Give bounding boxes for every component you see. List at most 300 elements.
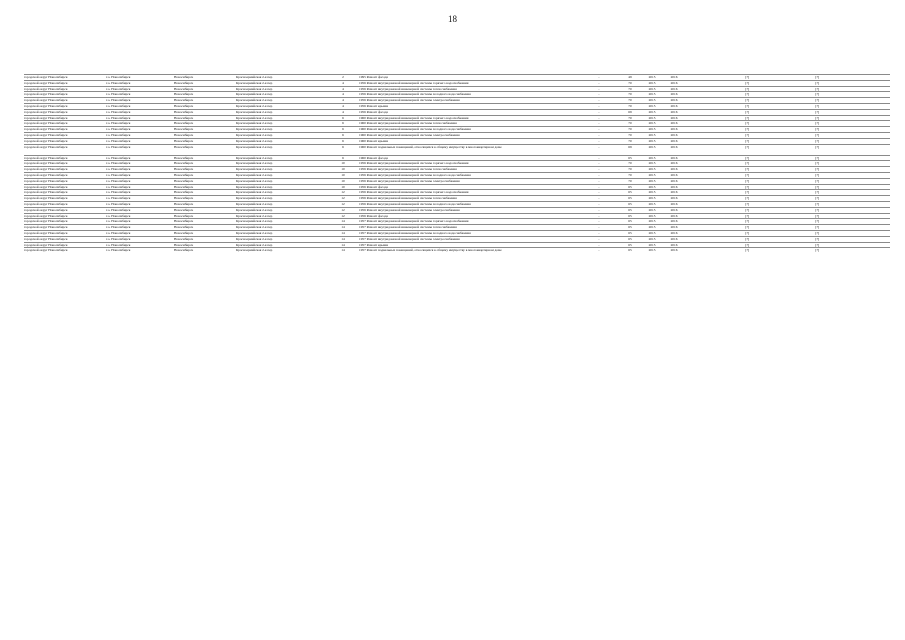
wear-percent-cell: 70 (628, 138, 632, 143)
street-cell: Красноармейская 2-я пер (236, 178, 273, 183)
wear-percent-cell: 65 (628, 196, 632, 201)
municipality-cell: городской округ Новосибирск (24, 109, 68, 114)
house-number-cell: 14 (341, 248, 345, 253)
year-end-cell: 2016 (670, 80, 678, 85)
municipality-cell: городской округ Новосибирск (24, 161, 68, 166)
year-start-cell: 2015 (648, 127, 656, 132)
municipality-cell: городской округ Новосибирск (24, 127, 68, 132)
street-cell: Красноармейская 2-я пер (236, 92, 273, 97)
street-cell: Красноармейская 2-я пер (236, 127, 273, 132)
year-start-cell: 2015 (648, 75, 656, 79)
municipality-cell: городской округ Новосибирск (24, 144, 68, 149)
year-start-cell: 2015 (648, 144, 656, 149)
district-cell: г.о. Новосибирск (106, 80, 131, 85)
district-cell: г.о. Новосибирск (106, 184, 131, 189)
year-start-cell: 2015 (648, 225, 656, 230)
house-number-cell: 6 (342, 115, 344, 120)
cost-cell: [?] (745, 86, 749, 91)
wear-percent-cell: 70 (628, 133, 632, 137)
year-end-cell: 2016 (670, 242, 678, 247)
year-start-cell: 2015 (648, 98, 656, 103)
cost-total-cell: [?] (815, 109, 819, 114)
cost-total-cell: [?] (815, 178, 819, 183)
work-type-cell: 1960 Ремонт подвальных помещений, относящихся к общему имуществу в многоквартирном доме (359, 144, 502, 149)
street-cell: Красноармейская 2-я пер (236, 80, 273, 85)
year-end-cell: 2016 (670, 121, 678, 126)
house-number-cell: 4 (342, 109, 344, 114)
cost-total-cell: [?] (815, 184, 819, 189)
house-number-cell: 14 (341, 219, 345, 224)
wear-percent-cell: 70 (628, 80, 632, 85)
street-cell: Красноармейская 2-я пер (236, 115, 273, 120)
wear-percent-cell: 69 (628, 144, 632, 149)
settlement-cell: Новосибирск (174, 92, 194, 97)
house-number-cell: 6 (342, 127, 344, 132)
year-start-cell: 2015 (648, 138, 656, 143)
district-cell: г.о. Новосибирск (106, 236, 131, 241)
street-cell: Красноармейская 2-я пер (236, 104, 273, 108)
wear-percent-cell: 65 (628, 236, 632, 241)
settlement-cell: Новосибирск (174, 184, 194, 189)
wear-percent-cell: 69 (628, 109, 632, 114)
work-type-cell: 1957 Ремонт внутридомовой инженерной системы холодного водоснабжения (359, 231, 471, 235)
municipality-cell: городской округ Новосибирск (24, 80, 68, 85)
year-end-cell: 2016 (670, 202, 678, 206)
house-number-cell: 12 (341, 190, 345, 195)
district-cell: г.о. Новосибирск (106, 225, 131, 230)
house-number-cell: 2 (342, 75, 344, 79)
year-end-cell: 2016 (670, 207, 678, 212)
work-type-cell: 1956 Ремонт внутридомовой инженерной системы электроснабжения (359, 178, 460, 183)
cost-total-cell: [?] (815, 155, 819, 160)
cost-cell: [?] (745, 121, 749, 126)
settlement-cell: Новосибирск (174, 213, 194, 218)
settlement-cell: Новосибирск (174, 202, 194, 206)
year-start-cell: 2015 (648, 115, 656, 120)
wear-percent-cell: 65 (628, 248, 632, 253)
cost-cell: [?] (745, 184, 749, 189)
work-type-cell: 1960 Ремонт внутридомовой инженерной системы электроснабжения (359, 133, 460, 137)
note-cell: - (598, 207, 600, 212)
work-type-cell: 1960 Ремонт внутридомовой инженерной системы холодного водоснабжения (359, 127, 471, 132)
district-cell: г.о. Новосибирск (106, 98, 131, 103)
house-number-cell: 4 (342, 104, 344, 108)
settlement-cell: Новосибирск (174, 190, 194, 195)
year-start-cell: 2015 (648, 178, 656, 183)
year-start-cell: 2015 (648, 219, 656, 224)
settlement-cell: Новосибирск (174, 155, 194, 160)
municipality-cell: городской округ Новосибирск (24, 213, 68, 218)
year-end-cell: 2016 (670, 86, 678, 91)
note-cell: - (598, 109, 600, 114)
house-number-cell: 4 (342, 80, 344, 85)
cost-total-cell: [?] (815, 144, 819, 149)
cost-cell: [?] (745, 225, 749, 230)
year-start-cell: 2015 (648, 213, 656, 218)
cost-cell: [?] (745, 236, 749, 241)
year-start-cell: 2015 (648, 231, 656, 235)
year-end-cell: 2016 (670, 161, 678, 166)
year-end-cell: 2016 (670, 236, 678, 241)
street-cell: Красноармейская 2-я пер (236, 75, 273, 79)
year-end-cell: 2016 (670, 109, 678, 114)
wear-percent-cell: 70 (628, 173, 632, 177)
street-cell: Красноармейская 2-я пер (236, 225, 273, 230)
year-start-cell: 2015 (648, 202, 656, 206)
cost-cell: [?] (745, 115, 749, 120)
year-end-cell: 2016 (670, 231, 678, 235)
note-cell: - (598, 104, 600, 108)
note-cell: - (598, 80, 600, 85)
work-type-cell: 1956 Ремонт внутридомовой инженерной системы теплоснабжения (359, 196, 457, 201)
settlement-cell: Новосибирск (174, 104, 194, 108)
settlement-cell: Новосибирск (174, 144, 194, 149)
work-type-cell: 1957 Ремонт внутридомовой инженерной системы электроснабжения (359, 236, 460, 241)
district-cell: г.о. Новосибирск (106, 242, 131, 247)
settlement-cell: Новосибирск (174, 207, 194, 212)
district-cell: г.о. Новосибирск (106, 231, 131, 235)
year-end-cell: 2016 (670, 92, 678, 97)
cost-total-cell: [?] (815, 86, 819, 91)
cost-cell: [?] (745, 92, 749, 97)
cost-total-cell: [?] (815, 138, 819, 143)
district-cell: г.о. Новосибирск (106, 196, 131, 201)
cost-cell: [?] (745, 173, 749, 177)
table-row (24, 247, 890, 258)
work-type-cell: 1995 Ремонт фасада (359, 75, 388, 79)
municipality-cell: городской округ Новосибирск (24, 173, 68, 177)
wear-percent-cell: 65 (628, 190, 632, 195)
year-end-cell: 2016 (670, 225, 678, 230)
street-cell: Красноармейская 2-я пер (236, 207, 273, 212)
year-end-cell: 2016 (670, 213, 678, 218)
year-end-cell: 2016 (670, 133, 678, 137)
district-cell: г.о. Новосибирск (106, 121, 131, 126)
cost-total-cell: [?] (815, 219, 819, 224)
district-cell: г.о. Новосибирск (106, 86, 131, 91)
cost-total-cell: [?] (815, 190, 819, 195)
wear-percent-cell: 70 (628, 167, 632, 172)
cost-total-cell: [?] (815, 248, 819, 253)
house-number-cell: 14 (341, 231, 345, 235)
street-cell: Красноармейская 2-я пер (236, 155, 273, 160)
cost-cell: [?] (745, 109, 749, 114)
cost-cell: [?] (745, 219, 749, 224)
district-cell: г.о. Новосибирск (106, 144, 131, 149)
cost-cell: [?] (745, 167, 749, 172)
cost-total-cell: [?] (815, 173, 819, 177)
year-end-cell: 2016 (670, 178, 678, 183)
district-cell: г.о. Новосибирск (106, 138, 131, 143)
work-type-cell: 1956 Ремонт внутридомовой инженерной системы теплоснабжения (359, 86, 457, 91)
cost-cell: [?] (745, 98, 749, 103)
note-cell: - (598, 86, 600, 91)
year-start-cell: 2015 (648, 190, 656, 195)
note-cell: - (598, 161, 600, 166)
municipality-cell: городской округ Новосибирск (24, 133, 68, 137)
street-cell: Красноармейская 2-я пер (236, 202, 273, 206)
cost-cell: [?] (745, 80, 749, 85)
settlement-cell: Новосибирск (174, 80, 194, 85)
cost-cell: [?] (745, 231, 749, 235)
municipality-cell: городской округ Новосибирск (24, 138, 68, 143)
house-number-cell: 12 (341, 213, 345, 218)
wear-percent-cell: 65 (628, 225, 632, 230)
settlement-cell: Новосибирск (174, 167, 194, 172)
house-number-cell: 12 (341, 202, 345, 206)
wear-percent-cell: 65 (628, 213, 632, 218)
house-number-cell: 6 (342, 144, 344, 149)
wear-percent-cell: 49 (628, 75, 632, 79)
house-number-cell: 14 (341, 236, 345, 241)
settlement-cell: Новосибирск (174, 178, 194, 183)
wear-percent-cell: 70 (628, 115, 632, 120)
district-cell: г.о. Новосибирск (106, 219, 131, 224)
work-type-cell: 1956 Ремонт крыши (359, 104, 389, 108)
cost-cell: [?] (745, 138, 749, 143)
municipality-cell: городской округ Новосибирск (24, 92, 68, 97)
cost-cell: [?] (745, 178, 749, 183)
note-cell: - (598, 225, 600, 230)
wear-percent-cell: 65 (628, 207, 632, 212)
work-type-cell: 1957 Ремонт внутридомовой инженерной системы горячего водоснабжения (359, 219, 469, 224)
cost-cell: [?] (745, 248, 749, 253)
year-end-cell: 2016 (670, 155, 678, 160)
district-cell: г.о. Новосибирск (106, 104, 131, 108)
settlement-cell: Новосибирск (174, 231, 194, 235)
wear-percent-cell: 65 (628, 155, 632, 160)
settlement-cell: Новосибирск (174, 133, 194, 137)
wear-percent-cell: 70 (628, 92, 632, 97)
note-cell: - (598, 167, 600, 172)
work-type-cell: 1956 Ремонт внутридомовой инженерной системы электроснабжения (359, 98, 460, 103)
cost-total-cell: [?] (815, 121, 819, 126)
house-number-cell: 10 (341, 178, 345, 183)
house-number-cell: 10 (341, 167, 345, 172)
year-start-cell: 2015 (648, 86, 656, 91)
note-cell: - (598, 75, 600, 79)
house-number-cell: 6 (342, 133, 344, 137)
district-cell: г.о. Новосибирск (106, 109, 131, 114)
house-number-cell: 14 (341, 242, 345, 247)
street-cell: Красноармейская 2-я пер (236, 121, 273, 126)
work-type-cell: 1956 Ремонт внутридомовой инженерной системы холодного водоснабжения (359, 173, 471, 177)
municipality-cell: городской округ Новосибирск (24, 86, 68, 91)
street-cell: Красноармейская 2-я пер (236, 144, 273, 149)
cost-cell: [?] (745, 242, 749, 247)
district-cell: г.о. Новосибирск (106, 75, 131, 79)
note-cell: - (598, 121, 600, 126)
cost-cell: [?] (745, 133, 749, 137)
year-start-cell: 2015 (648, 155, 656, 160)
wear-percent-cell: 70 (628, 98, 632, 103)
settlement-cell: Новосибирск (174, 75, 194, 79)
note-cell: - (598, 190, 600, 195)
work-type-cell: 1956 Ремонт внутридомовой инженерной системы холодного водоснабжения (359, 202, 471, 206)
repair-program-table (24, 74, 890, 604)
district-cell: г.о. Новосибирск (106, 127, 131, 132)
note-cell: - (598, 155, 600, 160)
cost-total-cell: [?] (815, 115, 819, 120)
municipality-cell: городской округ Новосибирск (24, 115, 68, 120)
street-cell: Красноармейская 2-я пер (236, 231, 273, 235)
cost-total-cell: [?] (815, 236, 819, 241)
year-start-cell: 2015 (648, 109, 656, 114)
work-type-cell: 1956 Ремонт фасада (359, 184, 388, 189)
settlement-cell: Новосибирск (174, 138, 194, 143)
municipality-cell: городской округ Новосибирск (24, 231, 68, 235)
year-start-cell: 2015 (648, 104, 656, 108)
cost-cell: [?] (745, 196, 749, 201)
note-cell: - (598, 213, 600, 218)
municipality-cell: городской округ Новосибирск (24, 207, 68, 212)
street-cell: Красноармейская 2-я пер (236, 161, 273, 166)
settlement-cell: Новосибирск (174, 161, 194, 166)
street-cell: Красноармейская 2-я пер (236, 173, 273, 177)
house-number-cell: 6 (342, 138, 344, 143)
street-cell: Красноармейская 2-я пер (236, 242, 273, 247)
house-number-cell: 4 (342, 92, 344, 97)
wear-percent-cell: 70 (628, 127, 632, 132)
cost-total-cell: [?] (815, 75, 819, 79)
house-number-cell: 4 (342, 98, 344, 103)
house-number-cell: 4 (342, 86, 344, 91)
street-cell: Красноармейская 2-я пер (236, 184, 273, 189)
district-cell: г.о. Новосибирск (106, 248, 131, 253)
municipality-cell: городской округ Новосибирск (24, 196, 68, 201)
note-cell: - (598, 231, 600, 235)
year-end-cell: 2016 (670, 138, 678, 143)
table-row (24, 144, 890, 155)
year-start-cell: 2015 (648, 80, 656, 85)
work-type-cell: 1960 Ремонт фасада (359, 155, 388, 160)
note-cell: - (598, 138, 600, 143)
street-cell: Красноармейская 2-я пер (236, 167, 273, 172)
note-cell: - (598, 127, 600, 132)
year-end-cell: 2016 (670, 190, 678, 195)
cost-cell: [?] (745, 155, 749, 160)
district-cell: г.о. Новосибирск (106, 115, 131, 120)
street-cell: Красноармейская 2-я пер (236, 133, 273, 137)
year-end-cell: 2016 (670, 104, 678, 108)
work-type-cell: 1960 Ремонт внутридомовой инженерной системы теплоснабжения (359, 121, 457, 126)
year-start-cell: 2015 (648, 242, 656, 247)
work-type-cell: 1957 Ремонт подвальных помещений, относящихся к общему имуществу в многоквартирном доме (359, 248, 502, 253)
cost-total-cell: [?] (815, 104, 819, 108)
cost-cell: [?] (745, 202, 749, 206)
settlement-cell: Новосибирск (174, 236, 194, 241)
municipality-cell: городской округ Новосибирск (24, 248, 68, 253)
district-cell: г.о. Новосибирск (106, 92, 131, 97)
municipality-cell: городской округ Новосибирск (24, 75, 68, 79)
cost-total-cell: [?] (815, 202, 819, 206)
cost-cell: [?] (745, 213, 749, 218)
year-start-cell: 2015 (648, 248, 656, 253)
municipality-cell: городской округ Новосибирск (24, 121, 68, 126)
wear-percent-cell: 70 (628, 121, 632, 126)
street-cell: Красноармейская 2-я пер (236, 190, 273, 195)
note-cell: - (598, 98, 600, 103)
cost-total-cell: [?] (815, 231, 819, 235)
cost-total-cell: [?] (815, 167, 819, 172)
district-cell: г.о. Новосибирск (106, 213, 131, 218)
street-cell: Красноармейская 2-я пер (236, 248, 273, 253)
street-cell: Красноармейская 2-я пер (236, 213, 273, 218)
work-type-cell: 1956 Ремонт внутридомовой инженерной системы горячего водоснабжения (359, 190, 469, 195)
note-cell: - (598, 144, 600, 149)
note-cell: - (598, 242, 600, 247)
work-type-cell: 1956 Ремонт внутридомовой инженерной системы холодного водоснабжения (359, 92, 471, 97)
settlement-cell: Новосибирск (174, 248, 194, 253)
year-start-cell: 2015 (648, 184, 656, 189)
settlement-cell: Новосибирск (174, 196, 194, 201)
cost-total-cell: [?] (815, 98, 819, 103)
municipality-cell: городской округ Новосибирск (24, 202, 68, 206)
house-number-cell: 6 (342, 121, 344, 126)
wear-percent-cell: 70 (628, 161, 632, 166)
year-end-cell: 2016 (670, 196, 678, 201)
year-start-cell: 2015 (648, 173, 656, 177)
wear-percent-cell: 65 (628, 231, 632, 235)
street-cell: Красноармейская 2-я пер (236, 219, 273, 224)
work-type-cell: 1956 Ремонт фасада (359, 213, 388, 218)
note-cell: - (598, 92, 600, 97)
wear-percent-cell: 65 (628, 242, 632, 247)
work-type-cell: 1956 Ремонт внутридомовой инженерной системы электроснабжения (359, 207, 460, 212)
cost-total-cell: [?] (815, 225, 819, 230)
settlement-cell: Новосибирск (174, 225, 194, 230)
settlement-cell: Новосибирск (174, 109, 194, 114)
year-end-cell: 2016 (670, 98, 678, 103)
street-cell: Красноармейская 2-я пер (236, 98, 273, 103)
work-type-cell: 1956 Ремонт фасада (359, 109, 388, 114)
wear-percent-cell: 65 (628, 202, 632, 206)
house-number-cell: 14 (341, 225, 345, 230)
cost-cell: [?] (745, 190, 749, 195)
district-cell: г.о. Новосибирск (106, 207, 131, 212)
year-end-cell: 2016 (670, 75, 678, 79)
settlement-cell: Новосибирск (174, 219, 194, 224)
note-cell: - (598, 184, 600, 189)
district-cell: г.о. Новосибирск (106, 155, 131, 160)
note-cell: - (598, 236, 600, 241)
house-number-cell: 10 (341, 184, 345, 189)
district-cell: г.о. Новосибирск (106, 133, 131, 137)
page-number: 18 (448, 14, 457, 24)
wear-percent-cell: 70 (628, 104, 632, 108)
cost-total-cell: [?] (815, 242, 819, 247)
street-cell: Красноармейская 2-я пер (236, 196, 273, 201)
note-cell: - (598, 202, 600, 206)
work-type-cell: 1960 Ремонт внутридомовой инженерной системы горячего водоснабжения (359, 115, 469, 120)
street-cell: Красноармейская 2-я пер (236, 138, 273, 143)
settlement-cell: Новосибирск (174, 121, 194, 126)
year-end-cell: 2016 (670, 115, 678, 120)
note-cell: - (598, 178, 600, 183)
wear-percent-cell: 70 (628, 86, 632, 91)
municipality-cell: городской округ Новосибирск (24, 184, 68, 189)
house-number-cell: 6 (342, 155, 344, 160)
note-cell: - (598, 173, 600, 177)
year-start-cell: 2015 (648, 167, 656, 172)
cost-cell: [?] (745, 127, 749, 132)
year-start-cell: 2015 (648, 121, 656, 126)
house-number-cell: 10 (341, 161, 345, 166)
cost-cell: [?] (745, 75, 749, 79)
work-type-cell: 1956 Ремонт внутридомовой инженерной системы теплоснабжения (359, 167, 457, 172)
district-cell: г.о. Новосибирск (106, 167, 131, 172)
year-end-cell: 2016 (670, 144, 678, 149)
